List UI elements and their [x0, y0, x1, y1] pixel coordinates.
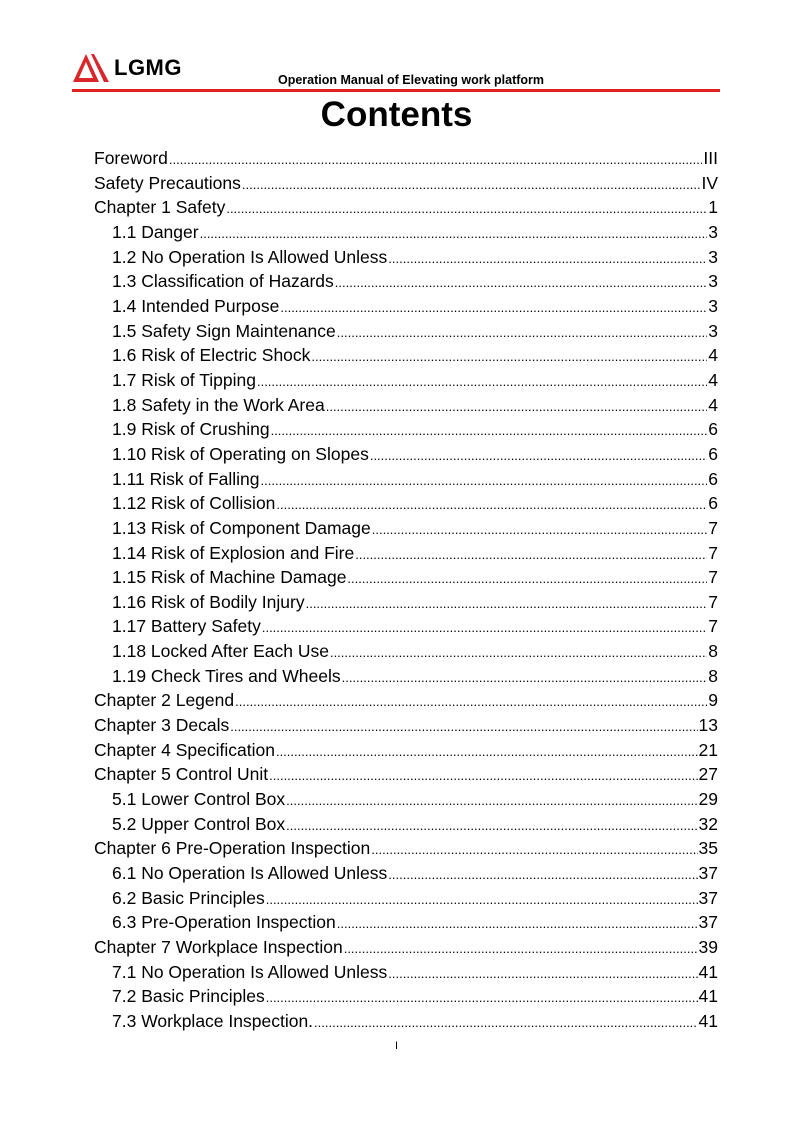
toc-entry[interactable] [94, 738, 718, 763]
toc-dot-leader [344, 937, 698, 962]
toc-entry-label: 7.1 No Operation Is Allowed Unless [112, 961, 388, 982]
toc-entry-label: 6.2 Basic Principles [112, 887, 265, 908]
toc-entry[interactable] [94, 614, 718, 639]
toc-entry-page: III [703, 148, 718, 168]
toc-entry[interactable] [94, 960, 718, 985]
toc-entry-label: Safety Precautions [94, 172, 241, 193]
toc-entry-page: 6 [708, 493, 718, 514]
toc-dot-leader [337, 321, 708, 346]
toc-dot-leader [266, 888, 698, 913]
toc-entry-page: 7 [708, 616, 718, 637]
toc-entry-page: 39 [698, 937, 718, 957]
toc-entry-page: 35 [698, 838, 718, 859]
toc-entry-page: 3 [708, 246, 718, 267]
toc-entry-label: Chapter 5 Control Unit [94, 764, 269, 785]
toc-dot-leader [266, 986, 698, 1011]
toc-entry-page: 6 [708, 443, 718, 464]
toc-entry-label: 1.18 Locked After Each Use [112, 641, 329, 662]
toc-entry-label: 1.19 Check Tires and Wheels [112, 665, 341, 686]
toc-entry[interactable] [94, 713, 718, 738]
toc-dot-leader [388, 247, 707, 272]
toc-entry-label: Chapter 2 Legend [94, 690, 235, 711]
toc-entry-label: Chapter 6 Pre-Operation Inspection [94, 838, 371, 859]
toc-dot-leader [355, 543, 707, 568]
toc-dot-leader [372, 518, 708, 543]
toc-entry-label: 1.11 Risk of Falling [112, 468, 260, 489]
toc-entry-page: 4 [708, 394, 718, 415]
toc-entry-label: 1.12 Risk of Collision [112, 493, 276, 514]
toc-entry-page: 3 [708, 320, 718, 341]
toc-entry[interactable] [94, 664, 718, 689]
toc-entry-page: 37 [698, 887, 718, 908]
toc-entry[interactable] [94, 467, 718, 492]
toc-entry[interactable] [94, 220, 718, 245]
toc-dot-leader [242, 173, 701, 198]
toc-entry[interactable] [94, 368, 718, 393]
toc-entry[interactable] [94, 195, 718, 220]
toc-entry-page: 41 [698, 986, 718, 1007]
toc-dot-leader [311, 345, 707, 370]
toc-dot-leader [370, 444, 707, 469]
toc-entry-label: 1.4 Intended Purpose [112, 295, 280, 316]
toc-entry[interactable] [94, 491, 718, 516]
toc-entry-label: 1.5 Safety Sign Maintenance [112, 320, 336, 341]
toc-entry-label: Chapter 1 Safety [94, 197, 226, 218]
page-number: I [394, 1040, 399, 1052]
manual-title: Operation Manual of Elevating work platform [278, 73, 545, 87]
toc-entry-page: 1 [708, 197, 718, 218]
toc-entry[interactable] [94, 146, 718, 171]
toc-entry-label: 5.2 Upper Control Box [112, 813, 286, 834]
toc-entry[interactable] [94, 836, 718, 861]
toc-dot-leader [330, 641, 707, 666]
toc-entry-label: 1.13 Risk of Component Damage [112, 517, 371, 538]
toc-dot-leader [388, 962, 697, 987]
toc-entry-page: 3 [708, 221, 718, 242]
toc-entry-page: 6 [708, 419, 718, 440]
toc-entry-page: 4 [708, 345, 718, 366]
toc-entry[interactable] [94, 1009, 718, 1034]
toc-dot-leader [257, 370, 707, 395]
toc-entry-label: 7.3 Workplace Inspection. [112, 1010, 314, 1031]
toc-entry[interactable] [94, 294, 718, 319]
toc-dot-leader [200, 222, 708, 247]
toc-dot-leader [388, 863, 697, 888]
toc-entry-label: 6.3 Pre-Operation Inspection [112, 912, 336, 933]
toc-dot-leader [276, 493, 707, 518]
toc-entry-label: 1.8 Safety in the Work Area [112, 394, 325, 415]
toc-entry-page: 41 [698, 961, 718, 982]
toc-entry[interactable] [94, 886, 718, 911]
toc-entry[interactable] [94, 935, 718, 960]
brand-name: LGMG [114, 55, 182, 80]
table-of-contents [94, 146, 718, 1034]
toc-entry[interactable] [94, 639, 718, 664]
toc-entry[interactable] [94, 245, 718, 270]
toc-entry-page: 8 [708, 641, 718, 662]
toc-entry[interactable] [94, 541, 718, 566]
toc-entry[interactable] [94, 417, 718, 442]
toc-dot-leader [286, 814, 697, 839]
toc-entry[interactable] [94, 762, 718, 787]
page-title: Contents [320, 95, 473, 134]
toc-entry[interactable] [94, 861, 718, 886]
toc-dot-leader [371, 838, 697, 863]
toc-entry[interactable] [94, 516, 718, 541]
toc-entry-page: 13 [698, 715, 718, 736]
toc-entry[interactable] [94, 812, 718, 837]
toc-dot-leader [269, 764, 697, 789]
toc-entry-label: 1.2 No Operation Is Allowed Unless [112, 246, 388, 267]
toc-dot-leader [326, 395, 708, 420]
toc-entry[interactable] [94, 319, 718, 344]
toc-dot-leader [286, 789, 697, 814]
toc-entry-label: 1.17 Battery Safety [112, 616, 261, 637]
toc-entry-page: 7 [708, 517, 718, 538]
toc-entry-page: 41 [698, 1010, 718, 1031]
toc-dot-leader [271, 419, 708, 444]
toc-entry-label: Foreword [94, 148, 168, 168]
toc-entry-label: 1.10 Risk of Operating on Slopes [112, 443, 369, 464]
toc-entry-label: 1.15 Risk of Machine Damage [112, 567, 347, 588]
toc-entry-page: 8 [708, 665, 718, 686]
toc-entry[interactable] [94, 688, 718, 713]
toc-dot-leader [262, 616, 707, 641]
toc-entry-label: 7.2 Basic Principles [112, 986, 265, 1007]
toc-entry-page: 37 [698, 912, 718, 933]
toc-dot-leader [230, 715, 697, 740]
toc-entry[interactable] [94, 910, 718, 935]
toc-dot-leader [280, 296, 707, 321]
toc-entry-page: 9 [708, 690, 718, 711]
header-rule [72, 89, 720, 92]
toc-dot-leader [342, 666, 708, 691]
toc-dot-leader [337, 912, 698, 937]
toc-entry[interactable] [94, 442, 718, 467]
toc-entry[interactable] [94, 171, 718, 196]
toc-entry-page: 7 [708, 591, 718, 612]
toc-entry-label: Chapter 4 Specification [94, 739, 275, 760]
toc-entry-label: 1.7 Risk of Tipping [112, 369, 256, 390]
toc-entry-page: 6 [708, 468, 718, 489]
toc-entry-label: 1.14 Risk of Explosion and Fire [112, 542, 355, 563]
toc-dot-leader [169, 148, 702, 173]
toc-entry-page: 32 [698, 813, 718, 834]
toc-dot-leader [276, 740, 698, 765]
toc-entry-label: Chapter 3 Decals [94, 715, 230, 736]
toc-entry[interactable] [94, 590, 718, 615]
toc-entry[interactable] [94, 269, 718, 294]
toc-entry-page: 29 [698, 789, 718, 810]
toc-entry-page: 4 [708, 369, 718, 390]
toc-entry-label: 1.16 Risk of Bodily Injury [112, 591, 305, 612]
toc-dot-leader [235, 690, 707, 715]
toc-entry-label: 1.3 Classification of Hazards [112, 271, 334, 292]
toc-dot-leader [306, 592, 708, 617]
toc-entry-page: IV [701, 172, 718, 193]
toc-dot-leader [335, 271, 707, 296]
toc-entry[interactable] [94, 343, 718, 368]
toc-entry-label: Chapter 7 Workplace Inspection [94, 937, 343, 957]
toc-entry-page: 3 [708, 271, 718, 292]
toc-entry-label: 1.6 Risk of Electric Shock [112, 345, 311, 366]
toc-entry-page: 21 [698, 739, 718, 760]
toc-dot-leader [261, 469, 708, 494]
toc-entry-page: 7 [708, 567, 718, 588]
toc-entry[interactable] [94, 787, 718, 812]
toc-entry-label: 1.9 Risk of Crushing [112, 419, 270, 440]
toc-entry[interactable] [94, 393, 718, 418]
toc-entry[interactable] [94, 984, 718, 1009]
toc-entry-page: 37 [698, 863, 718, 884]
toc-entry-page: 7 [708, 542, 718, 563]
toc-entry[interactable] [94, 565, 718, 590]
toc-dot-leader [226, 197, 707, 222]
toc-entry-page: 3 [708, 295, 718, 316]
toc-dot-leader [347, 567, 707, 592]
toc-entry-label: 6.1 No Operation Is Allowed Unless [112, 863, 388, 884]
lgmg-triangle-logo-icon [72, 53, 110, 83]
brand-logo [72, 51, 182, 85]
toc-entry-label: 5.1 Lower Control Box [112, 789, 286, 810]
toc-entry-page: 27 [698, 764, 718, 785]
toc-entry-label: 1.1 Danger [112, 221, 199, 242]
toc-dot-leader [314, 1011, 697, 1036]
